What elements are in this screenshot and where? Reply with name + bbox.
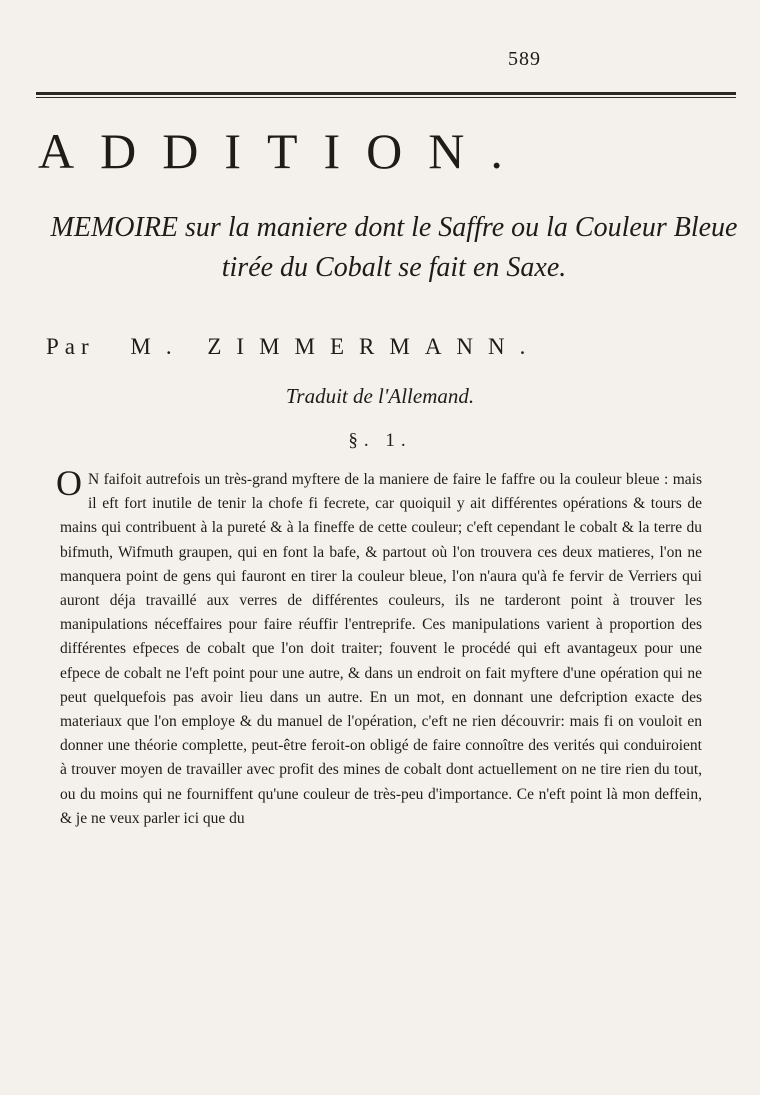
author-name: M. ZIMMERMANN. (130, 334, 541, 359)
translation-note: Traduit de l'Allemand. (285, 384, 475, 408)
paragraph-text: N faifoit autrefois un très-grand myftere de la maniere de faire le faffre ou la couleur bleue : mais il eft fort inutile de tenir la chofe fi fecrete, car quoiquil y ait différentes opérations & tours de mains qui contribuent à la pureté & à la fineffe de cette couleur; c'eft cependant le cobalt & la terre du bifmuth, Wifmuth graupen, qui en font la bafe, & partout où l'on trouvera ces deux matieres, l'on ne manquera point de gens qui fauront en tirer la couleur bleue, l'on n'aura qu'à fe fervir de Verriers qui auront déja travaillé aux verres de différentes couleurs, ils ne tarderont point à trouver les manipulations néceffaires pour faire réuffir l'entreprife. Ces manipulations varient à proportion des différentes efpeces de cobalt que l'on doit traiter; fouvent le procédé qui eft avantageux pour une efpece de cobalt ne l'eft point pour une autre, & dans un endroit on fait myftere d'une opération qui ne peut quelquefois pas avoir lieu dans un autre. En un mot, en donnant une defcription exacte des materiaux que l'on employe & du manuel de l'opération, c'eft ne rien découvrir: mais fi on vouloit en donner une théorie complette, peut-être feroit-on obligé de faire connoître des verités qui conduiroient à trouver moyen de travailler avec profit des mines de cobalt dont actuellement on ne tire rien du tout, ou du moins qui ne fourniffent qu'une couleur de très-peu d'importance. Ce n'eft point là mon deffein, & je ne veux parler ici que du (60, 471, 702, 827)
body-paragraph (56, 463, 702, 831)
drop-cap: O (56, 463, 82, 503)
page-number: 589 (508, 48, 541, 70)
byline (46, 334, 746, 360)
header-rule (36, 92, 736, 98)
section-heading: ADDITION. (38, 123, 529, 179)
byline-prefix: Par (46, 334, 95, 359)
section-number: §. 1. (348, 430, 412, 451)
memoir-title: MEMOIRE sur la maniere dont le Saffre ou la Couleur Bleue tirée du Cobalt se fait en Saxe. (50, 212, 738, 283)
